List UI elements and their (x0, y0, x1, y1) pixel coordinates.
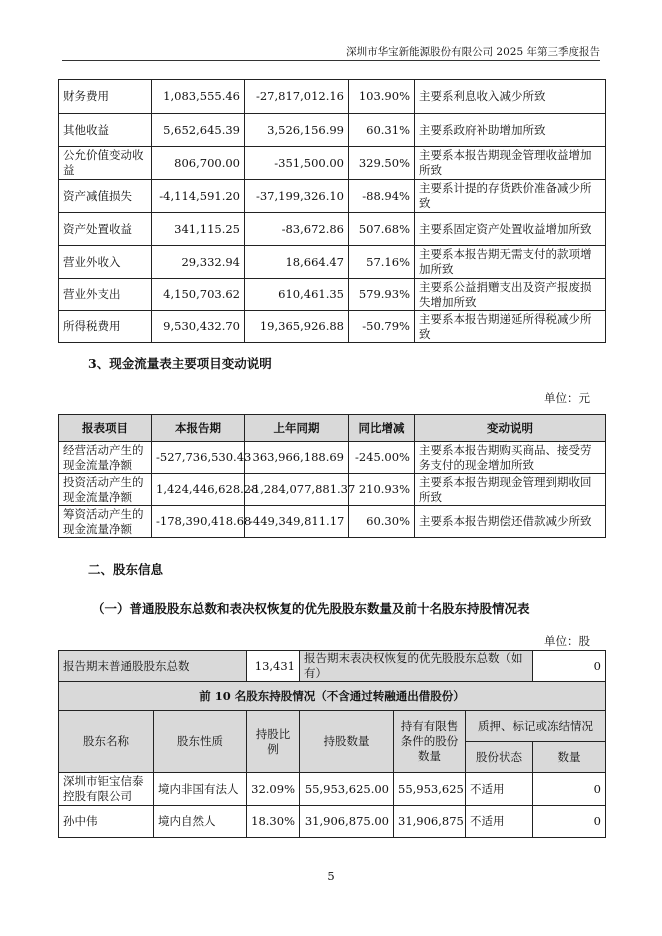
header-previous: 上年同期 (245, 415, 349, 442)
change-cell: 210.93% (349, 474, 415, 506)
summary-row (59, 651, 606, 682)
report-header: 深圳市华宝新能源股份有限公司 2025 年第三季度报告 (346, 46, 600, 58)
reason-cell: 主要系本报告期现金管理到期收回所致 (415, 474, 606, 506)
reason-cell: 主要系本报告期现金管理收益增加所致 (415, 147, 606, 180)
item-cell: 筹资活动产生的现金流量净额 (59, 506, 152, 538)
section-3-title: 3、现金流量表主要项目变动说明 (88, 356, 272, 371)
name-cell: 孙中伟 (59, 806, 154, 838)
current-cell: 4,150,703.62 (152, 279, 245, 311)
header-status: 股份状态 (466, 742, 533, 773)
current-cell: 1,424,446,628.28 (152, 474, 245, 506)
item-cell: 经营活动产生的现金流量净额 (59, 442, 152, 474)
item-cell: 所得税费用 (59, 311, 152, 343)
change-cell: 579.93% (349, 279, 415, 311)
table-row (59, 474, 606, 506)
header-divider (62, 60, 600, 61)
change-cell: 60.30% (349, 506, 415, 538)
total-holders-label: 报告期末普通股股东总数 (59, 651, 247, 682)
nature-cell: 境内自然人 (154, 806, 247, 838)
restricted-cell: 31,906,875 (394, 806, 466, 838)
section-shareholders-title: 二、股东信息 (88, 562, 164, 577)
previous-cell: -27,817,012.16 (245, 80, 349, 114)
quantity-cell: 0 (533, 773, 606, 806)
item-cell: 资产处置收益 (59, 213, 152, 246)
preferred-holders-value: 0 (533, 651, 606, 682)
table-row (59, 311, 606, 343)
item-cell: 营业外支出 (59, 279, 152, 311)
change-cell: -50.79% (349, 311, 415, 343)
item-cell: 公允价值变动收益 (59, 147, 152, 180)
previous-cell: 610,461.35 (245, 279, 349, 311)
previous-cell: 3,526,156.99 (245, 114, 349, 147)
table-row (59, 213, 606, 246)
table-row (59, 806, 606, 838)
reason-cell: 主要系本报告期递延所得税减少所致 (415, 311, 606, 343)
subsection-1-title: （一）普通股股东总数和表决权恢复的优先股股东数量及前十名股东持股情况表 (92, 601, 530, 616)
header-nature: 股东性质 (154, 711, 247, 773)
current-cell: -527,736,530.43 (152, 442, 245, 474)
table-row (59, 80, 606, 114)
previous-cell: -1,284,077,881.37 (245, 474, 349, 506)
current-cell: 806,700.00 (152, 147, 245, 180)
preferred-holders-label: 报告期末表决权恢复的优先股股东总数（如有） (300, 651, 533, 682)
ratio-cell: 32.09% (247, 773, 300, 806)
header-reason: 变动说明 (415, 415, 606, 442)
current-cell: 9,530,432.70 (152, 311, 245, 343)
shares-cell: 55,953,625.00 (300, 773, 394, 806)
change-cell: -245.00% (349, 442, 415, 474)
current-cell: 1,083,555.46 (152, 80, 245, 114)
page-number: 5 (327, 869, 335, 883)
reason-cell: 主要系计提的存货跌价准备减少所致 (415, 180, 606, 213)
previous-cell: 363,966,188.69 (245, 442, 349, 474)
reason-cell: 主要系本报告期无需支付的款项增加所致 (415, 246, 606, 279)
item-cell: 财务费用 (59, 80, 152, 114)
reason-cell: 主要系利息收入减少所致 (415, 80, 606, 114)
header-ratio: 持股比例 (247, 711, 300, 773)
previous-cell: -83,672.86 (245, 213, 349, 246)
current-cell: 341,115.25 (152, 213, 245, 246)
change-cell: 57.16% (349, 246, 415, 279)
table-row (59, 442, 606, 474)
item-cell: 投资活动产生的现金流量净额 (59, 474, 152, 506)
header-quantity: 数量 (533, 742, 606, 773)
current-cell: 5,652,645.39 (152, 114, 245, 147)
header-name: 股东名称 (59, 711, 154, 773)
reason-cell: 主要系本报告期偿还借款减少所致 (415, 506, 606, 538)
header-item: 报表项目 (59, 415, 152, 442)
item-cell: 资产减值损失 (59, 180, 152, 213)
top10-title: 前 10 名股东持股情况（不含通过转融通出借股份） (59, 682, 606, 711)
previous-cell: 19,365,926.88 (245, 311, 349, 343)
change-cell: 329.50% (349, 147, 415, 180)
table-row (59, 180, 606, 213)
item-cell: 其他收益 (59, 114, 152, 147)
header-shares: 持股数量 (300, 711, 394, 773)
reason-cell: 主要系公益捐赠支出及资产报废损失增加所致 (415, 279, 606, 311)
previous-cell: -37,199,326.10 (245, 180, 349, 213)
total-holders-value: 13,431 (247, 651, 300, 682)
reason-cell: 主要系政府补助增加所致 (415, 114, 606, 147)
quantity-cell: 0 (533, 806, 606, 838)
shareholder-table (58, 650, 606, 838)
item-cell: 营业外收入 (59, 246, 152, 279)
header-restricted: 持有有限售条件的股份数量 (394, 711, 466, 773)
table-row (59, 773, 606, 806)
previous-cell: -351,500.00 (245, 147, 349, 180)
status-cell: 不适用 (466, 773, 533, 806)
status-cell: 不适用 (466, 806, 533, 838)
current-cell: -4,114,591.20 (152, 180, 245, 213)
header-current: 本报告期 (152, 415, 245, 442)
reason-cell: 主要系固定资产处置收益增加所致 (415, 213, 606, 246)
table-row (59, 246, 606, 279)
unit-label-shares: 单位：股 (544, 634, 590, 648)
cashflow-table (58, 414, 606, 538)
change-cell: 103.90% (349, 80, 415, 114)
nature-cell: 境内非国有法人 (154, 773, 247, 806)
table-header-row (59, 711, 606, 742)
table-header-row (59, 415, 606, 442)
ratio-cell: 18.30% (247, 806, 300, 838)
restricted-cell: 55,953,625 (394, 773, 466, 806)
shares-cell: 31,906,875.00 (300, 806, 394, 838)
table-row (59, 147, 606, 180)
change-cell: 507.68% (349, 213, 415, 246)
previous-cell: 18,664.47 (245, 246, 349, 279)
name-cell: 深圳市钜宝信泰控股有限公司 (59, 773, 154, 806)
income-changes-table (58, 79, 606, 343)
unit-label: 单位：元 (544, 391, 590, 405)
current-cell: -178,390,418.68 (152, 506, 245, 538)
reason-cell: 主要系本报告期购买商品、接受劳务支付的现金增加所致 (415, 442, 606, 474)
change-cell: -88.94% (349, 180, 415, 213)
header-pledge: 质押、标记或冻结情况 (466, 711, 606, 742)
header-change: 同比增减 (349, 415, 415, 442)
table-row (59, 279, 606, 311)
change-cell: 60.31% (349, 114, 415, 147)
table-row (59, 114, 606, 147)
current-cell: 29,332.94 (152, 246, 245, 279)
table-row (59, 506, 606, 538)
top10-title-row (59, 682, 606, 711)
previous-cell: -449,349,811.17 (245, 506, 349, 538)
